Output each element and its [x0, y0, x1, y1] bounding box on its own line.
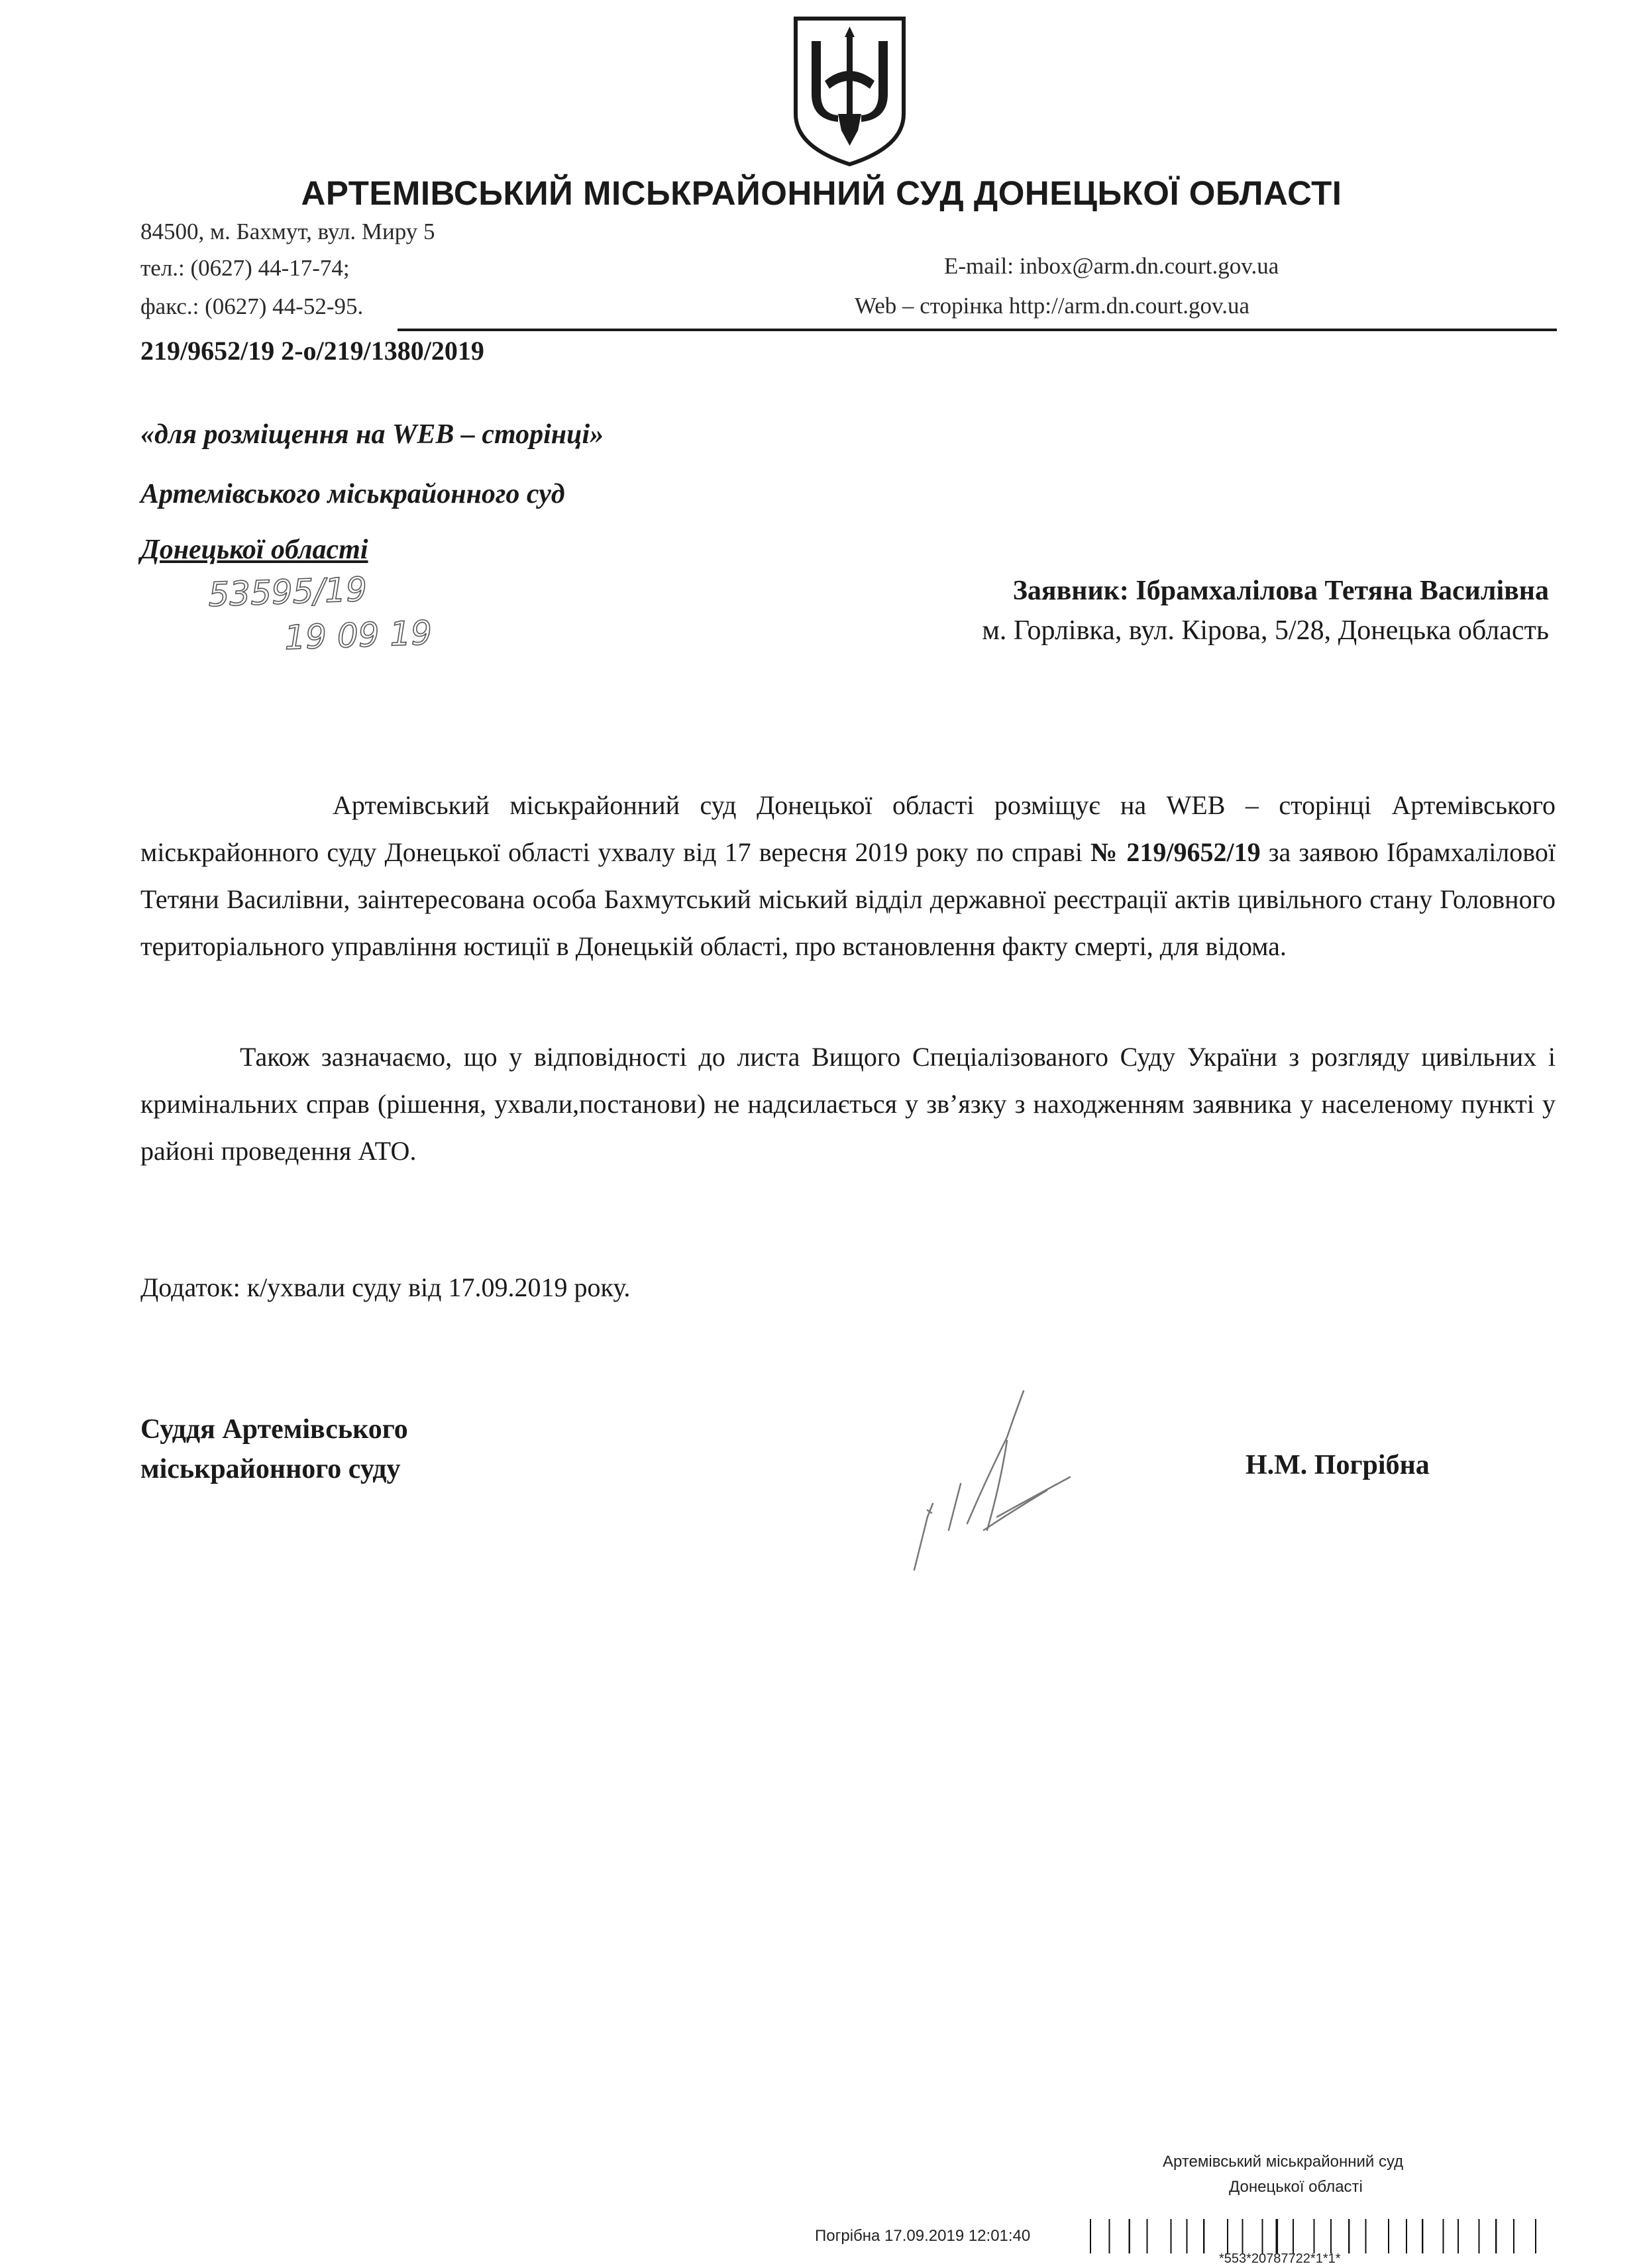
applicant-line [1013, 575, 1549, 607]
footer-stamp-line-1: Артемівський міськрайонний суд [1163, 2153, 1404, 2171]
judge-title-line-1: Суддя Артемівського [140, 1414, 408, 1445]
svg-text:19 09 19: 19 09 19 [284, 613, 433, 657]
barcode-bar [1406, 2219, 1407, 2253]
barcode-bar [1109, 2219, 1110, 2253]
addressee-line-1: «для розміщення на WEB – сторінці» [140, 419, 604, 450]
svg-text:53595/19: 53595/19 [207, 570, 368, 614]
barcode-bar [1458, 2219, 1459, 2253]
paragraph-1-text-b: за заявою Ібрамхалілової Тетяни Василівни, заінтересована особа Бахмутський міський відділ державної реєстрації актів цивільного стану Головного територіального управління юстиції в Донецькій області, про встановлення факту смерті, для відома. [140, 837, 1556, 961]
case-numbers: 219/9652/19 2-о/219/1380/2019 [140, 336, 484, 366]
barcode-bar [1330, 2219, 1332, 2253]
case-number-ref: № 219/9652/19 [1090, 837, 1261, 867]
footer-stamp-line-2: Донецької області [1229, 2178, 1363, 2196]
barcode-bar [1479, 2219, 1480, 2253]
barcode-bar [1535, 2219, 1536, 2253]
court-phone: тел.: (0627) 44-17-74; [140, 255, 350, 281]
judge-title-line-2: міськрайонного суду [140, 1454, 401, 1484]
applicant-name: Ібрамхалілова Тетяна Василівна [1136, 576, 1549, 606]
paragraph-2-text: Також зазначаємо, що у відповідності до листа Вищого Спеціалізованого Суду України з розгляду цивільних і кримінальних справ (рішення, ухвали,постанови) не надсилається у зв’язку з находженням заявника у населеному пункті у районі проведення АТО. [140, 1042, 1556, 1166]
barcode-bar [1513, 2219, 1514, 2253]
court-name: АРТЕМІВСЬКИЙ МІСЬКРАЙОННИЙ СУД ДОНЕЦЬКОЇ ОБЛАСТІ [301, 174, 1342, 212]
court-fax: факс.: (0627) 44-52-95. [140, 293, 364, 319]
judge-signature [908, 1378, 1086, 1576]
barcode-bar [1227, 2219, 1228, 2253]
barcode-bar [1422, 2219, 1423, 2253]
barcode-bar [1293, 2219, 1294, 2253]
barcode-bar [1090, 2219, 1091, 2253]
barcode-bar [1171, 2219, 1172, 2253]
document-barcode [1090, 2219, 1567, 2253]
addressee-line-3: Донецької області [140, 535, 368, 565]
paragraph-1-text-a: Артемівський міськрайонний суд Донецької області розміщує на WEB – сторінці Артемівського міськрайонного суду Донецької області ухвалу від 17 вересня 2019 року по справі [140, 790, 1556, 867]
barcode-bar [1314, 2219, 1315, 2253]
addressee-line-2: Артемівського міськрайонного суд [140, 479, 565, 509]
court-address: 84500, м. Бахмут, вул. Миру 5 [140, 219, 435, 244]
barcode-bar [1495, 2219, 1497, 2253]
barcode-bar [1203, 2219, 1204, 2253]
coat-of-arms-emblem [792, 15, 908, 167]
applicant-address: м. Горлівка, вул. Кірова, 5/28, Донецька область [982, 615, 1549, 646]
applicant-label: Заявник: [1012, 576, 1129, 606]
body-paragraph-2 [140, 1033, 1556, 1174]
barcode-bar [1129, 2219, 1130, 2253]
barcode-bar [1187, 2219, 1188, 2253]
barcode-bar [1147, 2219, 1148, 2253]
handwritten-registration-note [205, 570, 470, 662]
barcode-text: *553*20787722*1*1* [1219, 2252, 1341, 2265]
court-email: E-mail: inbox@arm.dn.court.gov.ua [944, 253, 1279, 279]
registration-stamp-date: Погрібна 17.09.2019 12:01:40 [815, 2227, 1031, 2245]
attachment-note: Додаток: к/ухвали суду від 17.09.2019 року. [140, 1272, 631, 1302]
barcode-bar [1276, 2219, 1279, 2253]
barcode-bar [1388, 2219, 1389, 2253]
barcode-bar [1443, 2219, 1444, 2253]
header-divider [398, 329, 1557, 331]
body-paragraph-1 [140, 782, 1556, 970]
court-website: Web – сторінка http://arm.dn.court.gov.ua [855, 293, 1250, 319]
barcode-bar [1365, 2219, 1367, 2253]
barcode-bar [1348, 2219, 1350, 2253]
barcode-bar [1242, 2219, 1244, 2253]
barcode-bar [1262, 2219, 1263, 2253]
judge-name: Н.М. Погрібна [1246, 1450, 1430, 1480]
